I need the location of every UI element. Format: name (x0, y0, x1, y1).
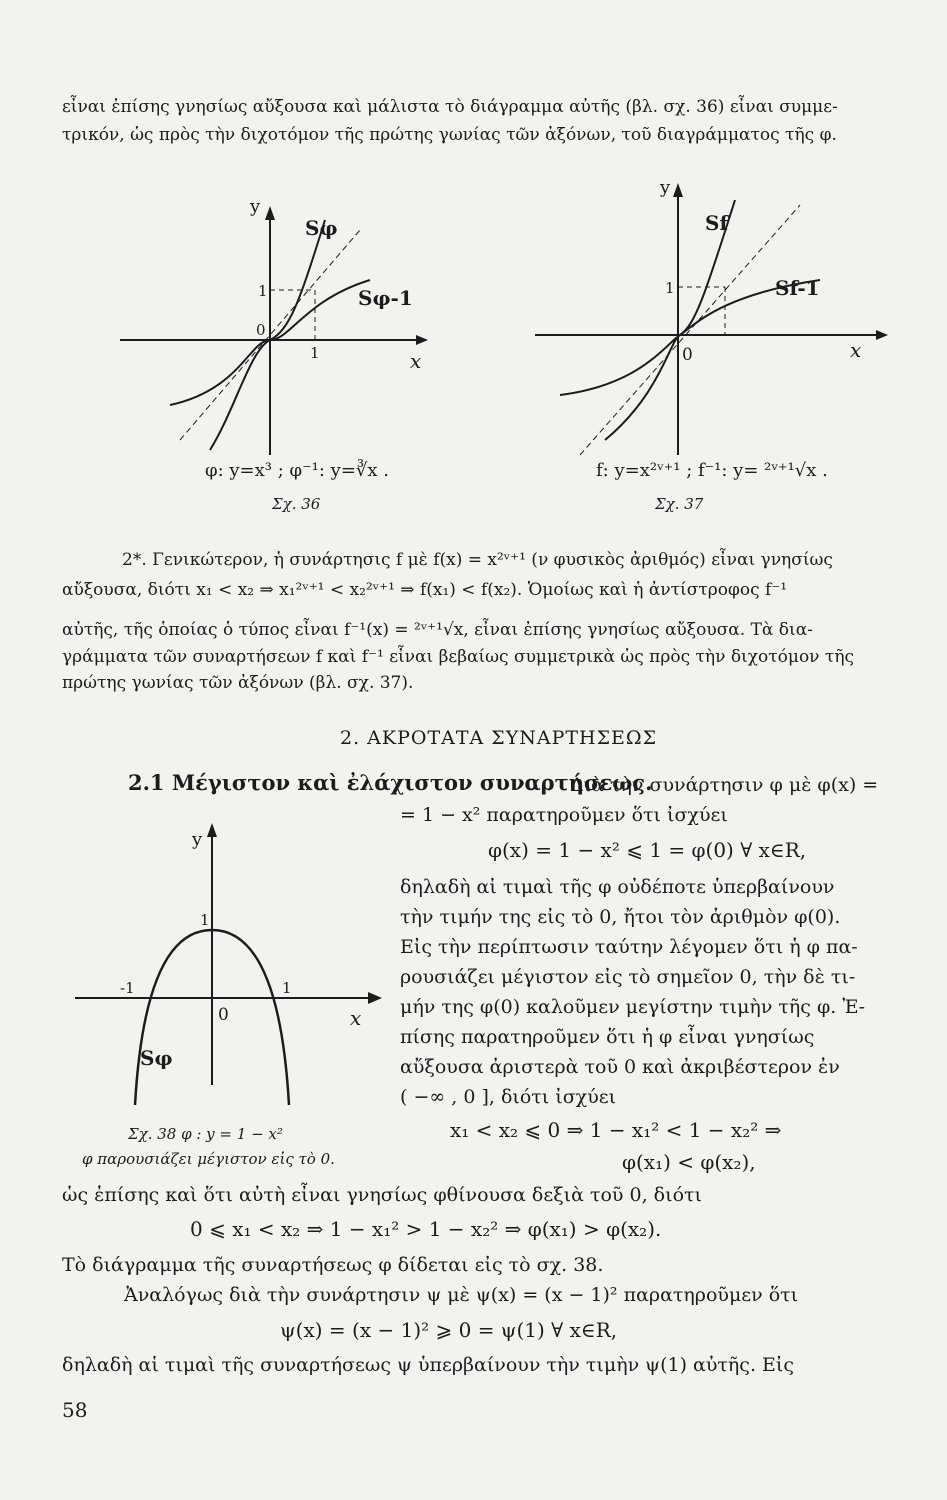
right-line-1: = 1 − x² παρατηροῦμεν ὅτι ἰσχύει (400, 804, 728, 826)
right-line-9: ( −∞ , 0 ], διότι ἰσχύει (400, 1086, 617, 1108)
bottom-line-4: δηλαδὴ αἱ τιμαὶ τῆς συναρτήσεως ψ ὑπερβαίνουν τὴν τιμὴν ψ(1) αὐτῆς. Εἰς (62, 1354, 794, 1376)
right-line-4: Εἰς τὴν περίπτωσιν ταύτην λέγομεν ὅτι ἡ φ πα- (400, 936, 858, 958)
section-heading: 2. ΑΚΡΟΤΑΤΑ ΣΥΝΑΡΤΗΣΕΩΣ (340, 727, 658, 749)
fig38-y-label: y (192, 829, 203, 850)
fig37-y-arrow (673, 183, 683, 197)
fig38-plus-one-label: 1 (282, 979, 292, 997)
fig36-one-x-label: 1 (310, 344, 320, 362)
fig36-y-arrow (265, 206, 275, 220)
fig37-one-label: 1 (665, 279, 675, 297)
fig38-one-label: 1 (200, 911, 210, 929)
fig37-bisector (580, 205, 800, 455)
right-line-5: ρουσιάζει μέγιστον εἰς τὸ σημεῖον 0, τὴν δὲ τι- (400, 966, 856, 988)
bottom-line-1: ὡς ἐπίσης καὶ ὅτι αὐτὴ εἶναι γνησίως φθίνουσα δεξιὰ τοῦ 0, διότι (62, 1184, 702, 1206)
right-line-3: τὴν τιμήν της εἰς τὸ 0, ἤτοι τὸν ἀριθμὸν φ(0). (400, 906, 841, 928)
right-line-8: αὔξουσα ἀριστερὰ τοῦ 0 καὶ ἀκριβέστερον ἐν (400, 1056, 840, 1078)
para2-line-2: αὔξουσα, διότι x₁ < x₂ ⇒ x₁²ᵛ⁺¹ < x₂²ᵛ⁺¹ ⇒ f(x₁) < f(x₂). Ὁμοίως καὶ ἡ ἀντίστροφος f⁻¹ (62, 580, 788, 600)
fig38-caption-2: φ παρουσιάζει μέγιστον εἰς τὸ 0. (82, 1150, 335, 1168)
page-number: 58 (62, 1398, 88, 1422)
fig38-y-arrow (207, 823, 217, 837)
fig38-x-arrow (368, 992, 382, 1004)
para2-line-3: αὐτῆς, τῆς ὁποίας ὁ τύπος εἶναι f⁻¹(x) = ²ᵛ⁺¹√x, εἶναι ἐπίσης γνησίως αὔξουσα. Τὰ δια- (62, 620, 813, 640)
figure-36 (110, 190, 440, 480)
right-line-7: πίσης παρατηροῦμεν ὅτι ἡ φ εἶναι γνησίως (400, 1026, 815, 1048)
fig37-curve2-label: Sf-1 (775, 276, 820, 300)
fig37-curve1-label: Sf (705, 211, 729, 235)
fig38-curve-label: Sφ (140, 1046, 173, 1070)
fig36-x-label: x (410, 349, 422, 373)
fig38-caption-1: Σχ. 38 φ : y = 1 − x² (128, 1125, 283, 1143)
bottom-line-2: Τὸ διάγραμμα τῆς συναρτήσεως φ δίδεται εἰς τὸ σχ. 38. (62, 1254, 604, 1276)
fig36-curve1-label: Sφ (305, 216, 338, 240)
fig36-y-label: y (250, 196, 261, 217)
fig38-zero-label: 0 (218, 1005, 229, 1025)
fig36-zero-label: 0 (256, 321, 266, 339)
para2-line-5: πρώτης γωνίας τῶν ἀξόνων (βλ. σχ. 37). (62, 673, 414, 693)
fig36-x-arrow (416, 335, 428, 345)
right-eq-3: φ(x₁) < φ(x₂), (622, 1150, 756, 1174)
figure-37 (520, 175, 900, 480)
fig36-one-label: 1 (258, 282, 268, 300)
para2-line-4: γράμματα τῶν συναρτήσεων f καὶ f⁻¹ εἶναι βεβαίως συμμετρικὰ ὡς πρὸς τὴν διχοτόμον τῆς (62, 647, 855, 667)
subsection-heading: 2.1 Μέγιστον καὶ ἐλάχιστον συναρτήσεως. (128, 770, 653, 795)
fig38-x-label: x (350, 1006, 362, 1030)
fig36-formula: φ: y=x³ ; φ⁻¹: y=∛x . (205, 460, 389, 481)
subsection-tail: Διὰ τὴν συνάρτησιν φ μὲ φ(x) = (570, 774, 879, 796)
fig37-curve-f (605, 200, 735, 440)
fig38-minus-one-label: -1 (120, 979, 135, 997)
fig37-x-label: x (850, 338, 862, 362)
fig37-zero-label: 0 (682, 345, 693, 365)
fig37-formula: f: y=x²ᵛ⁺¹ ; f⁻¹: y= ²ᵛ⁺¹√x . (596, 460, 828, 481)
bottom-eq-4: 0 ⩽ x₁ < x₂ ⇒ 1 − x₁² > 1 − x₂² ⇒ φ(x₁) > φ(x₂). (190, 1217, 662, 1241)
para2-line-1: 2*. Γενικώτερον, ἡ συνάρτησις f μὲ f(x) = x²ᵛ⁺¹ (ν φυσικὸς ἀριθμός) εἶναι γνησίως (122, 550, 833, 570)
bottom-eq-5: ψ(x) = (x − 1)² ⩾ 0 = ψ(1) ∀ x∈R, (280, 1318, 618, 1342)
right-eq-1: φ(x) = 1 − x² ⩽ 1 = φ(0) ∀ x∈R, (488, 838, 807, 862)
right-line-2: δηλαδὴ αἱ τιμαὶ τῆς φ οὐδέποτε ὑπερβαίνουν (400, 876, 835, 898)
fig37-caption: Σχ. 37 (655, 495, 704, 513)
figure-38 (60, 815, 390, 1115)
fig36-caption: Σχ. 36 (272, 495, 321, 513)
fig37-y-label: y (660, 177, 671, 198)
right-eq-2: x₁ < x₂ ⩽ 0 ⇒ 1 − x₁² < 1 − x₂² ⇒ (450, 1118, 782, 1142)
fig36-curve-cube (210, 220, 325, 450)
bottom-line-3: Ἀναλόγως διὰ τὴν συνάρτησιν ψ μὲ ψ(x) = (x − 1)² παρατηροῦμεν ὅτι (124, 1284, 799, 1306)
intro-line-1: εἶναι ἐπίσης γνησίως αὔξουσα καὶ μάλιστα τὸ διάγραμμα αὐτῆς (βλ. σχ. 36) εἶναι συμμε- (62, 97, 838, 117)
fig37-x-arrow (876, 330, 888, 340)
intro-line-2: τρικόν, ὡς πρὸς τὴν διχοτόμον τῆς πρώτης γωνίας τῶν ἀξόνων, τοῦ διαγράμματος τῆς φ. (62, 125, 837, 145)
fig36-curve2-label: Sφ-1 (358, 286, 413, 310)
right-line-6: μήν της φ(0) καλοῦμεν μεγίστην τιμὴν τῆς φ. Ἐ- (400, 996, 865, 1018)
